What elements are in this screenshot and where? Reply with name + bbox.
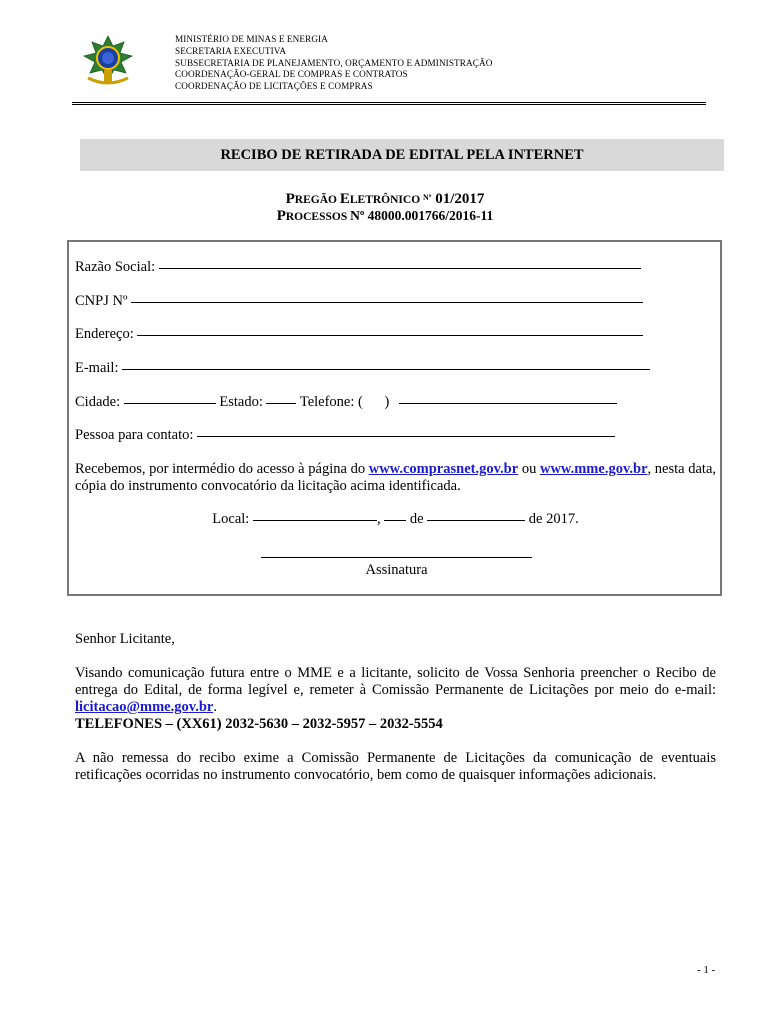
processo-title [0,207,770,225]
local-date-row [75,511,716,528]
header-line: MINISTÉRIO DE MINAS E ENERGIA [175,34,328,44]
eletronico-rest: LETRÔNICO [349,194,424,206]
cnpj-label: CNPJ Nº [75,293,128,309]
day-line[interactable] [384,519,406,521]
estado-label: Estado: [219,394,263,410]
banner-title: RECIBO DE RETIRADA DE EDITAL PELA INTERNET [80,139,724,171]
telefone-close-paren: ) [384,394,390,410]
razao-social-line[interactable] [159,267,641,269]
pregao-initial: P [285,191,295,207]
greeting: Senhor Licitante, [75,631,175,647]
month-line[interactable] [427,519,525,521]
or-text: ou [521,461,537,477]
number-sign: Nº [423,193,432,202]
contato-label: Pessoa para contato: [75,427,194,443]
contato-field[interactable] [75,427,615,444]
email-link[interactable]: licitacao@mme.gov.br [75,699,214,715]
receipt-statement [75,461,716,495]
period: . [213,699,217,715]
disclaimer-paragraph: A não remessa do recibo exime a Comissão Permanente de Licitações da comunicação de eventuais retificações ocorridas no instrumento convocatório, bem como de quaisquer informações adicionais. [75,750,716,783]
cidade-label: Cidade: [75,394,121,410]
razao-social-label: Razão Social: [75,259,156,275]
endereco-line[interactable] [137,334,643,336]
ministry-header [175,34,492,93]
local-line[interactable] [253,519,377,521]
cidade-estado-telefone-row [75,394,617,411]
razao-social-field[interactable] [75,259,641,276]
header-line: COORDENAÇÃO-GERAL DE COMPRAS E CONTRATOS [175,69,408,80]
pregao-title [0,190,770,208]
page-number: - 1 - [697,964,716,976]
comma: , [376,511,381,527]
signature-line[interactable] [261,557,532,558]
email-field[interactable] [75,360,650,377]
telefone-label: Telefone: ( [299,394,363,410]
cnpj-line[interactable] [131,301,643,303]
processo-initial: P [276,208,286,224]
header-line: SUBSECRETARIA DE PLANEJAMENTO, ORÇAMENTO E ADMINISTRAÇÃO [175,57,493,68]
cidade-line[interactable] [124,402,216,404]
endereco-label: Endereço: [75,326,134,342]
endereco-field[interactable] [75,326,643,343]
mme-link[interactable]: www.mme.gov.br [539,461,648,477]
header-line: COORDENAÇÃO DE LICITAÇÕES E COMPRAS [175,81,373,92]
cnpj-field[interactable] [75,293,643,310]
processo-rest: ROCESSOS [285,211,351,223]
email-line[interactable] [122,368,650,370]
email-label: E-mail: [75,360,119,376]
header-divider [72,102,706,105]
signature-label: Assinatura [365,562,428,578]
coat-of-arms-logo [80,34,136,86]
instruction-paragraph [75,665,716,716]
telefone-line[interactable] [399,402,617,404]
local-label: Local: [212,511,250,527]
contato-line[interactable] [197,435,615,437]
eletronico-initial: E [339,191,350,207]
estado-line[interactable] [266,402,296,404]
processo-number: Nº 48000.001766/2016-11 [350,208,494,223]
pregao-rest: REGÃO [294,194,340,206]
receipt-text: Recebemos, por intermédio do acesso à página do [75,461,366,477]
receipt-text-end: , nesta data, cópia do instrumento convocatório da licitação acima identificada. [75,461,717,494]
pregao-number: 01/2017 [431,191,485,207]
header-line: SECRETARIA EXECUTIVA [175,45,287,56]
comprasnet-link[interactable]: www.comprasnet.gov.br [368,461,519,477]
telefones-line: TELEFONES – (XX61) 2032-5630 – 2032-5957 – 2032-5554 [75,716,443,732]
instruction-text: Visando comunicação futura entre o MME e a licitante, solicito de Vossa Senhoria preencher o Recibo de entrega do Edital, de forma legível e, remeter à Comissão Permanente de Licitações por meio do e-mail: [75,665,716,698]
de-label: de [409,511,424,527]
year-label: de 2017. [528,511,579,527]
